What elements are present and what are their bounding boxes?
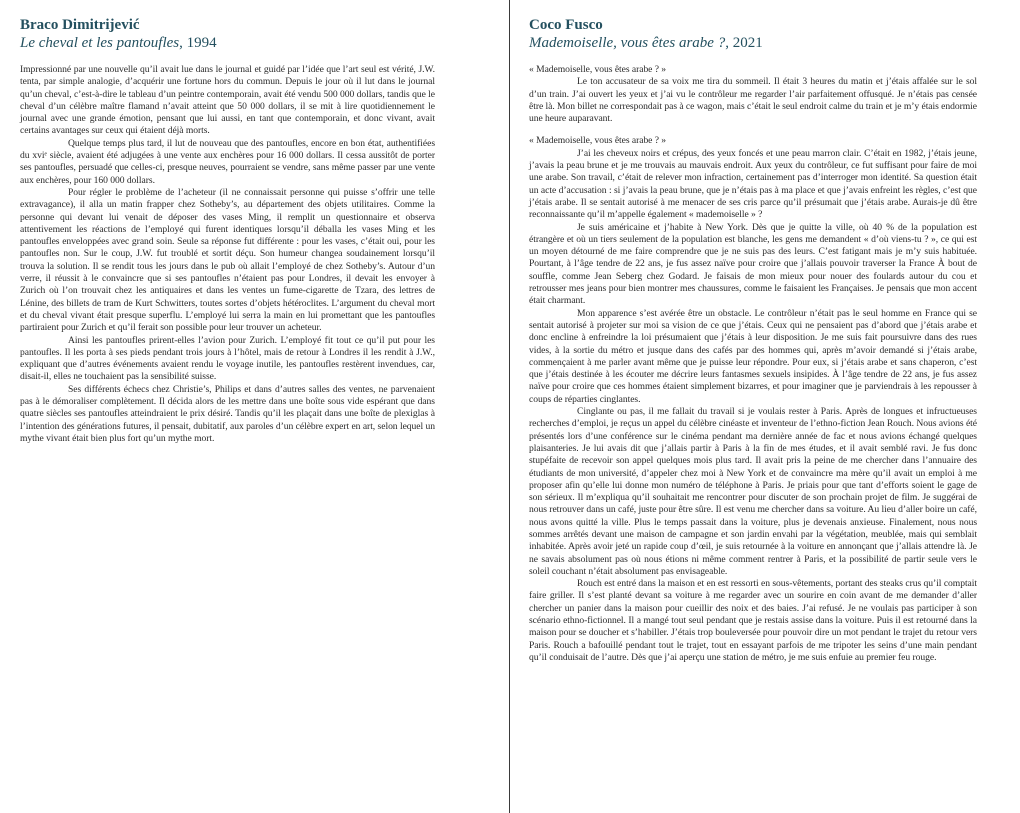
page-gutter-divider <box>509 0 510 813</box>
left-paragraph: Ses différents échecs chez Christie’s, Philips et dans d’autres salles des ventes, ne parvenaient pas à le démoraliser complètement. Il décida alors de les mettre dans une boîte sous vide espérant que dans quatre siècles ses pantoufles atteindraient le prix désiré. Tandis qu’il les plaçait dans une boîte de plexiglas à l’intention des générations futures, il pensait, dubitatif, aux paroles d’un célèbre expert en art, selon lequel un mythe vivant était bien plus fort qu’un mythe mort. <box>20 383 435 444</box>
right-paragraph: Je suis américaine et j’habite à New York. Dès que je quitte la ville, où 40 % de la population est étrangère et où un tiers seulement de la population est blanche, les gens me demandent « d’où viens-tu ? », ce qui est un moyen détourné de me faire comprendre que je ne suis pas des leurs. C’est fatigant mais je m’y suis habituée. Pourtant, à l’âge tendre de 22 ans, je fus assez naïve pour croire que j’allais pouvoir traverser la France À bout de souffle, comme Jean Seberg chez Godard. Je faisais de mon mieux pour nouer des foulards autour du cou et retrousser mes jeans pour bien montrer mes chaussures, comme le faisaient les Françaises. Je pensais que mon accent était charmant. <box>529 221 977 307</box>
left-page <box>20 16 435 445</box>
right-paragraph: J’ai les cheveux noirs et crépus, des yeux foncés et une peau marron clair. C’était en 1982, j’étais jeune, j’avais la peau brune et je me trouvais au mauvais endroit. Aux yeux du contrôleur, ce fut suffisant pour faire de moi une arabe. Son travail, c’était de relever mon infraction, certainement pas d’interroger mon identité. Sa question était un acte d’accusation : si j’avais la peau brune, que je n’étais pas à ma place et que j’avais enfreint les règles, c’est que j’étais arabe. Il se sentait autorisé à me menacer de ses cris parce qu’il présumait que j’étais arabe. Aurais-je dû être reconnaissante qu’il m’appelle également « mademoiselle » ? <box>529 147 977 221</box>
right-page <box>529 16 977 664</box>
left-author: Braco Dimitrijević <box>20 17 140 33</box>
right-quote: « Mademoiselle, vous êtes arabe ? » <box>529 64 667 75</box>
left-title: Le cheval et les pantoufles <box>20 35 180 51</box>
left-paragraph: Ainsi les pantoufles prirent-elles l’avion pour Zurich. L’employé fit tout ce qu’il put pour les pantoufles. Il les porta à ses pieds pendant trois jours à l’hôtel, mais de retour à Londres il les rendit à J.W., expliquant que d’autres événements avaient rendu le voyage inutile, les pantoufles restèrent invendues, car, disait-il, elles ne touchaient pas la sensibilité suisse. <box>20 334 435 383</box>
right-title: Mademoiselle, vous êtes arabe ? <box>529 35 726 51</box>
right-work-title <box>529 34 977 52</box>
left-paragraph: Impressionné par une nouvelle qu’il avait lue dans le journal et guidé par l’idée que l’art seul est vérité, J.W. tenta, par simple analogie, d’acquérir une fortune hors du commun. Depuis le jour où il lut dans le journal qu’un cheval, c’est-à-dire le tableau d’un peintre contemporain, avait été vendu 500 000 dollars, tandis que le cheval d’un célèbre maître flamand n’avait atteint que 50 000 dollars, il se mit à lire quotidiennement le journal avec une grande émotion, pensant que lui aussi, en tant que contemporain, et donc vivant, avait certains avantages sur ceux qui étaient déjà morts. <box>20 64 435 137</box>
left-paragraph: Pour régler le problème de l’acheteur (il ne connaissait personne qui puisse s’offrir une telle extravagance), il alla un matin frapper chez Sotheby’s, au département des objets utilitaires. Comme la personne qui devant lui venait de déposer des vases Ming, il remplit un questionnaire et observa attentivement les réactions de l’employé qui furent identiques lorsqu’il déballa les vases Ming et les pantoufles enveloppées avec grand soin. Seule sa réponse fut différente : pour les vases, c’était oui, pour les pantoufles non. Sur le coup, J.W. fut troublé et sortit déçu. Son humeur changea soudainement lorsqu’il trouva la solution. Il se rendit tous les jours dans le pub où allait l’employé de chez Sotheby’s. Autour d’un verre, il réussit à le convaincre que si ses pantoufles n’étaient pas pour Londres, il devait les envoyer à Zurich où l’on trouvait chez les antiquaires et dans les ventes un fume-cigarette de Tzara, des lettres de Lénine, des billets de tram de Kurt Schwitters, toutes sortes d’objets hétéroclites. L’argument du cheval mort et du cheval vivant était presque superflu. L’employé lui serra la main en lui promettant que les pantoufles partiraient pour Zurich et qu’il ferait son possible pour leur trouver un acheteur. <box>20 186 435 334</box>
right-paragraph: Rouch est entré dans la maison et en est ressorti en sous-vêtements, portant des steaks crus qu’il comptait faire griller. Il s’est planté devant sa voiture à me regarder avec un sourire en coin avant de me demander d’aller chercher un panier dans la maison pour cueillir des noix et des baies. J’ai refusé. Je ne voulais pas participer à son scénario ethno-fictionnel. Il a mangé tout seul pendant que je restais assise dans la voiture. Puis il est retourné dans la maison pour se doucher et s’habiller. J’étais trop bouleversée pour pouvoir dire un mot pendant le trajet du retour vers Paris. Rouch a bafouillé pendant tout le trajet, tout en essayant parfois de me tripoter les seins d’une main pendant qu’il conduisait de l’autre. Dès que j’ai aperçu une station de métro, je me suis enfuie au premier feu rouge. <box>529 578 977 663</box>
left-body-text <box>20 64 435 445</box>
right-paragraph: Mon apparence s’est avérée être un obstacle. Le contrôleur n’était pas le seul homme en France qui se sentait autorisé à projeter sur moi sa vision de ce que j’étais. Ceux qui ne pensaient pas d’abord que j’étais arabe et donc encline à enfreindre la loi présumaient que j’étais à leur disposition. Je me suis fait poursuivre dans des rues vides, à la sortie du métro et jusque dans des cafés par des hommes qui, après m’avoir demandé si j’étais arabe, commençaient à me parler avant même que je puisse leur répondre. Pour eux, si j’étais arabe et sans chaperon, c’est que j’étais destinée à les écouter me décrire leurs fantasmes sexuels insipides. À l’âge tendre de 22 ans, je fus assez naïve pour croire que ces hommes étaient simplement bizarres, et pour imaginer que je parviendrais à les repousser à coups de réparties cinglantes. <box>529 307 977 405</box>
left-paragraph: Quelque temps plus tard, il lut de nouveau que des pantoufles, encore en bon état, authentifiées du xviᵉ siècle, avaient été adjugées à une vente aux enchères pour 16 000 dollars. Il cessa aussitôt de porter ses pantoufles, persuadé que celles-ci, presque neuves, pourraient se vendre, sans même passer par une vente aux enchères, pour 160 000 dollars. <box>20 137 435 186</box>
right-quote: « Mademoiselle, vous êtes arabe ? » <box>529 135 667 147</box>
right-paragraph: Le ton accusateur de sa voix me tira du sommeil. Il était 3 heures du matin et j’étais affalée sur le sol d’un train. J’ai ouvert les yeux et j’ai vu le contrôleur me regarder l’air parfaitement offusqué. Je n’étais pas censée être là. Mon billet ne correspondait pas à ce wagon, mais c’était le seul endroit calme du train et je m’y étais endormie une heure auparavant. <box>529 76 977 125</box>
right-paragraph: Cinglante ou pas, il me fallait du travail si je voulais rester à Paris. Après de longues et infructueuses recherches d’emploi, je reçus un appel du célèbre cinéaste et inventeur de l’ethno-fiction Jean Rouch. Nous avions été présentés lors d’une conférence sur le cinéma pendant ma dernière année de fac et nous avions échangé quelques plaisanteries. Je lui avais dit que j’allais partir à Paris à la fin de mes études, et il avait semblé ravi. Je fus donc stupéfaite de recevoir son appel quelques mois plus tard. Il avait pris la peine de me chercher dans l’annuaire des étudiants de mon université, d’appeler chez moi à New York et de convaincre ma mère qu’il avait un emploi à me proposer afin qu’elle lui donne mon numéro de téléphone à Paris. Je priais pour que tant d’efforts soient le gage de son sérieux. Il m’expliqua qu’il souhaitait me rencontrer pour discuter de son prochain projet de film. Je suggérai de nous retrouver dans un café, juste pour être sûre. Il est venu me chercher dans sa voiture. Au lieu d’aller boire un café, nous avons quitté la ville. Plus le temps passait dans la voiture, plus je devenais anxieuse. Finalement, nous nous sommes arrêtés devant une maison de campagne et son jardin envahi par la végétation, meublée, mais qui semblait inhabitée. Après avoir jeté un rapide coup d’œil, je suis retournée à la voiture en annonçant que j’allais attendre là. Je ne savais absolument pas où nous étions ni même comment rentrer à Paris, et la possibilité de partir seule vers le soleil couchant n’était absolument pas envisageable. <box>529 406 977 577</box>
right-body-text <box>529 64 977 664</box>
right-year: , 2021 <box>725 35 763 51</box>
left-work-title <box>20 34 435 52</box>
left-year: , 1994 <box>179 35 217 51</box>
right-author: Coco Fusco <box>529 17 603 33</box>
